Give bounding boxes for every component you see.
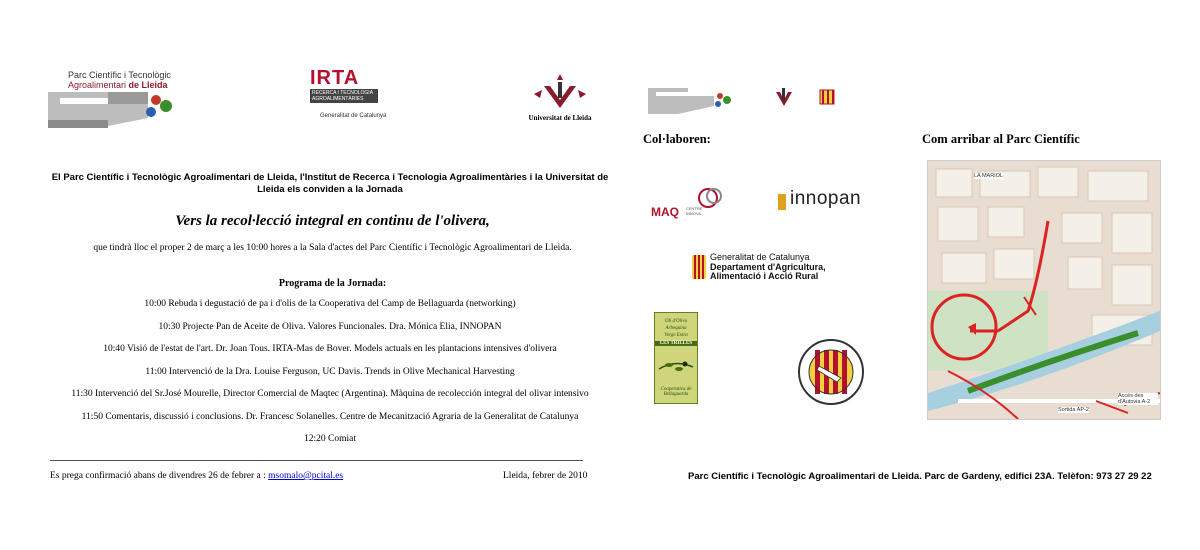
map-label-sortida: Sortida AP-2 — [1058, 407, 1089, 413]
directions-title: Com arribar al Parc Científic — [922, 132, 1080, 146]
partner-logos-strip — [648, 74, 858, 124]
gencat-line3: Alimentació i Acció Rural — [710, 271, 819, 281]
olive-branch-icon — [655, 353, 697, 383]
partner-logos-graphic — [648, 74, 858, 124]
irta-logo — [310, 68, 400, 128]
event-subtitle: que tindrà lloc el proper 2 de març a les 10:00 hores a la Sala d'actes del Parc Científic i Tecnològic Agroalimentari de Lleida. — [93, 243, 572, 253]
map-graphic — [928, 161, 1160, 419]
program-item: 10:40 Visió de l'estat de l'art. Dr. Joan Tous. IRTA-Mas de Bover. Models actuals en les plantacions intensives d'olivera — [103, 344, 557, 354]
program-item: 12:20 Comiat — [304, 434, 356, 444]
udl-emblem — [520, 72, 600, 112]
program-item: 10:30 Projecte Pan de Aceite de Oliva. Valores Funcionales. Dra. Mónica Elia, INNOPAN — [158, 321, 502, 332]
contact-footer: Parc Científic i Tecnològic Agroalimentari de Lleida. Parc de Gardeny, edifici 23A. Telèfon: 973 27 29 22 — [688, 471, 1152, 482]
les-trilles-label — [654, 312, 698, 404]
udl-name: Universitat de Lleida — [528, 114, 592, 122]
pct-logo-line2b: de Lleida — [128, 80, 168, 90]
map-label-marol: LA MARIOL — [974, 173, 1004, 179]
udl-logo — [520, 72, 600, 124]
pct-logo-graphic — [48, 70, 188, 130]
gencat-line1: Generalitat de Catalunya — [710, 252, 810, 262]
trilles-line1: Oli d'Oliva — [664, 319, 688, 324]
innopan-logo — [778, 188, 868, 218]
innopan-mark — [778, 194, 786, 210]
program-title: Programa de la Jornada: — [278, 278, 387, 289]
program-item: 11:30 Intervenció del Sr.José Mourelle, Director Comercial de Maqtec (Argentina). Màquina de recolección integral del olivar intensivo — [71, 389, 589, 399]
confirmation-text: Es prega confirmació abans de divendres 26 de febrer a : — [50, 471, 269, 481]
divider — [50, 460, 583, 461]
confirmation-note — [50, 471, 343, 481]
pct-logo — [48, 70, 188, 130]
cooperative-seal-icon — [797, 338, 865, 406]
pct-logo-line2a: Agroalimentari — [68, 80, 127, 90]
invitation-intro: El Parc Científic i Tecnològic Agroalimentari de Lleida, l'Institut de Recerca i Tecnologia Agroalimentàries i la Universitat de Lleida els conviden a la Jornada — [51, 172, 609, 195]
program-item: 11:50 Comentaris, discussió i conclusions. Dr. Francesc Solanelles. Centre de Mecanització Agraria de la Generalitat de Catalunya — [81, 411, 579, 422]
gencat-emblem — [692, 255, 706, 279]
document-date: Lleida, febrer de 2010 — [503, 471, 588, 481]
innopan-text: innopan — [790, 188, 862, 209]
email-link[interactable]: msomalo@pcital.es — [268, 471, 344, 481]
gencat-logo — [692, 253, 842, 287]
program-item: 11:00 Intervenció de la Dra. Louise Ferguson, UC Davis. Trends in Olive Mechanical Harvesting — [145, 366, 515, 377]
trilles-line3: Verge Extra — [664, 333, 688, 338]
trilles-line5: Cooperativa de Bellaguarda — [660, 387, 692, 397]
maq-logo-subtext: CENTRE INNOVA — [686, 206, 703, 216]
irta-title: IRTA — [310, 67, 360, 89]
collaborators-title: Col·laboren: — [643, 132, 711, 146]
trilles-line2: Arbequina — [665, 326, 687, 331]
irta-subtitle: RECERCA I TECNOLOGIA AGROALIMENTÀRIES — [310, 89, 378, 103]
program-item: 10:00 Rebuda i degustació de pa i d'olis de la Cooperativa del Camp de Bellaguarda (networking) — [144, 299, 516, 309]
map-label-autovia: Accés des d'Autovia A-2 — [1118, 393, 1158, 405]
pct-logo-line1: Parc Científic i Tecnològic — [68, 70, 171, 80]
irta-generalitat: Generalitat de Catalunya — [320, 113, 387, 119]
trilles-brand: LES TRILLES — [655, 341, 697, 346]
program-list — [40, 298, 620, 456]
event-title: Vers la recol·lecció integral en continu de l'olivera, — [175, 213, 490, 229]
maq-logo — [648, 182, 733, 222]
location-map[interactable] — [927, 160, 1161, 420]
gencat-line2: Departament d'Agricultura, — [710, 261, 826, 272]
maq-logo-text: MAQ — [651, 205, 679, 219]
